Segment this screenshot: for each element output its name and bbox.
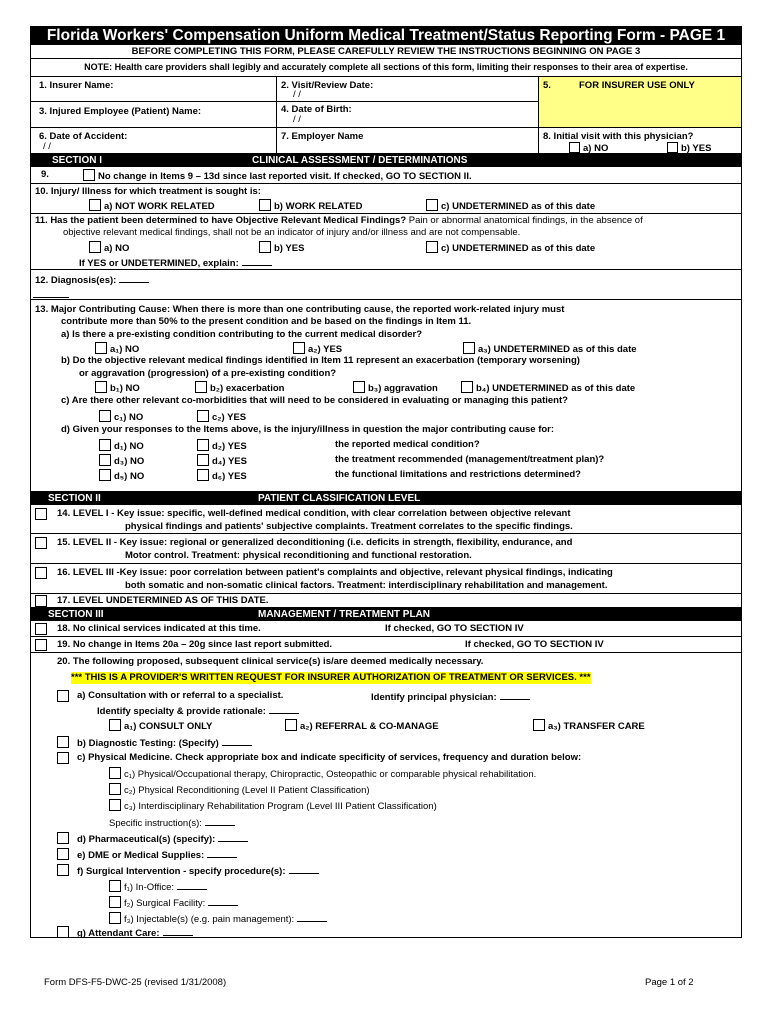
specialty-field[interactable] bbox=[269, 704, 299, 714]
item11b-checkbox[interactable] bbox=[259, 241, 271, 253]
f2-label: f₂) Surgical Facility: bbox=[124, 898, 206, 909]
b1-checkbox[interactable] bbox=[95, 381, 107, 393]
f2-field[interactable] bbox=[208, 896, 238, 906]
consult-only-checkbox[interactable] bbox=[109, 719, 121, 731]
f3-checkbox[interactable] bbox=[109, 912, 121, 924]
pharm-checkbox[interactable] bbox=[57, 832, 69, 844]
level3-line1: 16. LEVEL III -Key issue: poor correlation between patient's complaints and objective, relevant physical findings, indicating bbox=[57, 567, 613, 578]
insurer-use-label: FOR INSURER USE ONLY bbox=[579, 80, 695, 91]
initial-no-checkbox[interactable] bbox=[569, 142, 580, 153]
a3-checkbox[interactable] bbox=[463, 342, 475, 354]
employee-name-label: 3. Injured Employee (Patient) Name: bbox=[39, 106, 202, 117]
authorization-request-banner: *** THIS IS A PROVIDER'S WRITTEN REQUEST FOR INSURER AUTHORIZATION OF TREATMENT OR SERVICES. *** bbox=[71, 672, 591, 683]
c3-interdis-checkbox[interactable] bbox=[109, 799, 121, 811]
specialty-label: Identify specialty & provide rationale: bbox=[97, 706, 266, 717]
f1-checkbox[interactable] bbox=[109, 880, 121, 892]
f3-label: f₃) Injectable(s) (e.g. pain management): bbox=[124, 914, 295, 925]
item10b-checkbox[interactable] bbox=[259, 199, 271, 211]
employer-name-label: 7. Employer Name bbox=[281, 131, 364, 142]
c3-interdis-label: c₃) Interdisciplinary Rehabilitation Program (Level III Patient Classification) bbox=[124, 801, 437, 812]
level2-row bbox=[30, 534, 742, 564]
item13d-question: d) Given your responses to the Items above, is the injury/illness in question the major contributing cause for: bbox=[61, 424, 555, 435]
header-fields bbox=[30, 77, 742, 154]
dob-label: 4. Date of Birth: bbox=[281, 104, 352, 115]
item10b-label: b) WORK RELATED bbox=[274, 201, 363, 212]
physical-medicine-label: c) Physical Medicine. Check appropriate box and indicate specificity of services, frequency and duration below: bbox=[77, 752, 582, 763]
section3-label: SECTION III bbox=[48, 609, 104, 620]
visit-date-slashes[interactable]: / / bbox=[293, 89, 301, 100]
level2-line1: 15. LEVEL II - Key issue: regional or generalized deconditioning (i.e. deficits in strength, flexibility, endurance, and bbox=[57, 537, 573, 548]
item12-row bbox=[30, 270, 742, 300]
item11-line2: objective relevant medical findings, shall not be an indicator of injury and/or illness and are not compensable. bbox=[63, 227, 521, 238]
item11a-checkbox[interactable] bbox=[89, 241, 101, 253]
attendant-label: g) Attendant Care: bbox=[77, 928, 160, 939]
f1-field[interactable] bbox=[177, 880, 207, 890]
f3-field[interactable] bbox=[297, 912, 327, 922]
item12-field[interactable] bbox=[119, 273, 149, 283]
item13-line1: 13. Major Contributing Cause: When there is more than one contributing cause, the reported work-related injury must bbox=[35, 304, 565, 315]
item20-label: 20. The following proposed, subsequent clinical service(s) is/are deemed medically necessary. bbox=[57, 656, 484, 667]
d6-checkbox[interactable] bbox=[197, 469, 209, 481]
level-undetermined-label: 17. LEVEL UNDETERMINED AS OF THIS DATE. bbox=[57, 595, 269, 606]
item10c-label: c) UNDETERMINED as of this date bbox=[441, 201, 596, 212]
item18-checkbox[interactable] bbox=[35, 623, 47, 635]
item9-checkbox[interactable] bbox=[83, 169, 95, 181]
a1-checkbox[interactable] bbox=[95, 342, 107, 354]
f1-label: f₁) In-Office: bbox=[124, 882, 175, 893]
item18-row bbox=[30, 621, 742, 637]
level3-row bbox=[30, 564, 742, 594]
b2-checkbox[interactable] bbox=[195, 381, 207, 393]
surgical-field[interactable] bbox=[289, 864, 319, 874]
principal-physician-field[interactable] bbox=[500, 690, 530, 700]
level1-row bbox=[30, 505, 742, 534]
section3-bar bbox=[30, 608, 742, 621]
b4-label: b₄) UNDETERMINED as of this date bbox=[476, 383, 636, 394]
diagnostic-checkbox[interactable] bbox=[57, 736, 69, 748]
note: NOTE: Health care providers shall legibly and accurately complete all sections of this form, limiting their responses to their area of expertise. bbox=[30, 59, 742, 77]
section2-label: SECTION II bbox=[48, 493, 101, 504]
diagnostic-field[interactable] bbox=[222, 736, 252, 746]
item5-num: 5. bbox=[543, 80, 551, 91]
insurer-name-label: 1. Insurer Name: bbox=[39, 80, 114, 91]
d4-checkbox[interactable] bbox=[197, 454, 209, 466]
item12-label: 12. Diagnosis(es): bbox=[35, 275, 117, 286]
initial-visit-label: 8. Initial visit with this physician? bbox=[543, 131, 694, 142]
f2-checkbox[interactable] bbox=[109, 896, 121, 908]
a3-label: a₃) UNDETERMINED as of this date bbox=[478, 344, 637, 355]
referral-label: a₂) REFERRAL & CO-MANAGE bbox=[300, 721, 439, 732]
item19-row bbox=[30, 637, 742, 653]
level2-checkbox[interactable] bbox=[35, 537, 47, 549]
surgical-label: f) Surgical Intervention - specify procedure(s): bbox=[77, 866, 286, 877]
item10c-checkbox[interactable] bbox=[426, 199, 438, 211]
before-note: BEFORE COMPLETING THIS FORM, PLEASE CAREFULLY REVIEW THE INSTRUCTIONS BEGINNING ON PAGE 3 bbox=[30, 45, 742, 59]
form-id: Form DFS-F5-DWC-25 (revised 1/31/2008) bbox=[44, 977, 227, 988]
b3-label: b₃) aggravation bbox=[368, 383, 438, 394]
item10-label: 10. Injury/ Illness for which treatment is sought is: bbox=[35, 186, 261, 197]
d2-label: d₂) YES bbox=[212, 441, 247, 452]
item11a-label: a) NO bbox=[104, 243, 130, 254]
item11c-label: c) UNDETERMINED as of this date bbox=[441, 243, 596, 254]
a1-label: a₁) NO bbox=[110, 344, 140, 355]
d5-checkbox[interactable] bbox=[99, 469, 111, 481]
diagnostic-label: b) Diagnostic Testing: (Specify) bbox=[77, 738, 219, 749]
level2-line2: Motor control. Treatment: physical reconditioning and functional restoration. bbox=[125, 550, 472, 561]
c1-checkbox[interactable] bbox=[99, 410, 111, 422]
d1-label: d₁) NO bbox=[114, 441, 144, 452]
d3-label: d₃) NO bbox=[114, 456, 145, 467]
a2-checkbox[interactable] bbox=[293, 342, 305, 354]
c1-label: c₁) NO bbox=[114, 412, 144, 423]
dob-slashes[interactable]: / / bbox=[293, 114, 301, 125]
item11b-label: b) YES bbox=[274, 243, 305, 254]
referral-checkbox[interactable] bbox=[285, 719, 297, 731]
d-question2: the treatment recommended (management/treatment plan)? bbox=[335, 454, 605, 465]
level3-line2: both somatic and non-somatic clinical factors. Treatment: interdisciplinary rehabilitation and management. bbox=[125, 580, 608, 591]
attendant-field[interactable] bbox=[163, 926, 193, 936]
item9-label: No change in Items 9 – 13d since last reported visit. If checked, GO TO SECTION II. bbox=[98, 171, 472, 182]
consult-only-label: a₁) CONSULT ONLY bbox=[124, 721, 213, 732]
initial-no-label: a) NO bbox=[583, 143, 609, 154]
accident-date-slashes[interactable]: / / bbox=[43, 141, 51, 152]
item10a-label: a) NOT WORK RELATED bbox=[104, 201, 215, 212]
section1-label: SECTION I bbox=[52, 155, 103, 166]
section2-title: PATIENT CLASSIFICATION LEVEL bbox=[258, 493, 421, 504]
b2-label: b₂) exacerbation bbox=[210, 383, 285, 394]
item19-label: 19. No change in Items 20a – 20g since last report submitted. bbox=[57, 639, 333, 650]
initial-yes-checkbox[interactable] bbox=[667, 142, 678, 153]
principal-physician-label: Identify principal physician: bbox=[371, 692, 497, 703]
b3-checkbox[interactable] bbox=[353, 381, 365, 393]
item19-go-label: If checked, GO TO SECTION IV bbox=[465, 639, 604, 650]
d4-label: d₄) YES bbox=[212, 456, 247, 467]
d5-label: d₅) NO bbox=[114, 471, 145, 482]
item13c-question: c) Are there other relevant co-morbidities that will need to be considered in evaluating or managing this patient? bbox=[61, 395, 568, 406]
item9-num: 9. bbox=[41, 169, 49, 180]
attendant-checkbox[interactable] bbox=[57, 926, 69, 938]
c1-pt-checkbox[interactable] bbox=[109, 767, 121, 779]
level-undetermined-checkbox[interactable] bbox=[35, 595, 47, 607]
level1-line1: 14. LEVEL I - Key issue: specific, well-defined medical condition, with clear correlation between objective relevant bbox=[57, 508, 571, 519]
c2-checkbox[interactable] bbox=[197, 410, 209, 422]
visit-date-label: 2. Visit/Review Date: bbox=[281, 80, 374, 91]
d-question3: the functional limitations and restrictions determined? bbox=[335, 469, 581, 480]
specific-instructions-label: Specific instruction(s): bbox=[109, 818, 202, 829]
section2-bar bbox=[30, 492, 742, 505]
level-undetermined-row bbox=[30, 594, 742, 608]
level1-checkbox[interactable] bbox=[35, 508, 47, 520]
item13b-line1: b) Do the objective relevant medical findings identified in Item 11 represent an exacerbation (temporary worsening) bbox=[61, 355, 580, 366]
section1-title: CLINICAL ASSESSMENT / DETERMINATIONS bbox=[252, 155, 468, 166]
level3-checkbox[interactable] bbox=[35, 567, 47, 579]
d3-checkbox[interactable] bbox=[99, 454, 111, 466]
consult-label: a) Consultation with or referral to a specialist. bbox=[77, 690, 284, 701]
dme-checkbox[interactable] bbox=[57, 848, 69, 860]
initial-yes-label: b) YES bbox=[681, 143, 712, 154]
item18-label: 18. No clinical services indicated at this time. bbox=[57, 623, 261, 634]
c2-recond-checkbox[interactable] bbox=[109, 783, 121, 795]
item11-explain-field[interactable] bbox=[242, 256, 272, 266]
item11-explain-label: If YES or UNDETERMINED, explain: bbox=[79, 258, 239, 269]
d2-checkbox[interactable] bbox=[197, 439, 209, 451]
accident-date-label: 6. Date of Accident: bbox=[39, 131, 128, 142]
page-number: Page 1 of 2 bbox=[645, 977, 694, 988]
item11-question: 11. Has the patient been determined to have Objective Relevant Medical Findings? bbox=[35, 215, 407, 226]
dme-field[interactable] bbox=[207, 848, 237, 858]
d-question1: the reported medical condition? bbox=[335, 439, 480, 450]
specific-instructions-field[interactable] bbox=[205, 816, 235, 826]
transfer-label: a₃) TRANSFER CARE bbox=[548, 721, 645, 732]
c1-pt-label: c₁) Physical/Occupational therapy, Chiropractic, Osteopathic or comparable physical rehabilitation. bbox=[124, 769, 537, 780]
transfer-checkbox[interactable] bbox=[533, 719, 545, 731]
physical-medicine-checkbox[interactable] bbox=[57, 752, 69, 764]
c2-label: c₂) YES bbox=[212, 412, 247, 423]
item13-line2: contribute more than 50% to the present condition and be based on the findings in Item 11. bbox=[61, 316, 472, 327]
consult-checkbox[interactable] bbox=[57, 690, 69, 702]
medical-form bbox=[30, 26, 742, 938]
item9-row bbox=[30, 167, 742, 184]
dme-label: e) DME or Medical Supplies: bbox=[77, 850, 205, 861]
pharm-field[interactable] bbox=[218, 832, 248, 842]
item11c-checkbox[interactable] bbox=[426, 241, 438, 253]
item10a-checkbox[interactable] bbox=[89, 199, 101, 211]
a2-label: a₂) YES bbox=[308, 344, 343, 355]
form-title: Florida Workers' Compensation Uniform Medical Treatment/Status Reporting Form - PAGE 1 bbox=[30, 26, 742, 45]
d6-label: d₆) YES bbox=[212, 471, 247, 482]
b4-checkbox[interactable] bbox=[461, 381, 473, 393]
pharm-label: d) Pharmaceutical(s) (specify): bbox=[77, 834, 216, 845]
item13-row bbox=[30, 300, 742, 492]
section3-title: MANAGEMENT / TREATMENT PLAN bbox=[258, 609, 431, 620]
surgical-checkbox[interactable] bbox=[57, 864, 69, 876]
item11-row bbox=[30, 214, 742, 270]
item20-block bbox=[30, 653, 742, 938]
b1-label: b₁) NO bbox=[110, 383, 140, 394]
item13b-line2: or aggravation (progression) of a pre-existing condition? bbox=[79, 368, 337, 379]
item18-go-label: If checked, GO TO SECTION IV bbox=[385, 623, 524, 634]
item19-checkbox[interactable] bbox=[35, 639, 47, 651]
c2-recond-label: c₂) Physical Reconditioning (Level II Patient Classification) bbox=[124, 785, 370, 796]
item11-rest: Pain or abnormal anatomical findings, in the absence of bbox=[406, 215, 643, 226]
item10-row bbox=[30, 184, 742, 214]
d1-checkbox[interactable] bbox=[99, 439, 111, 451]
level1-line2: physical findings and patients' subjective complaints. Treatment correlates to the specific findings. bbox=[125, 521, 573, 532]
section1-bar bbox=[30, 154, 742, 167]
item13a-question: a) Is there a pre-existing condition contributing to the current medical disorder? bbox=[61, 329, 423, 340]
